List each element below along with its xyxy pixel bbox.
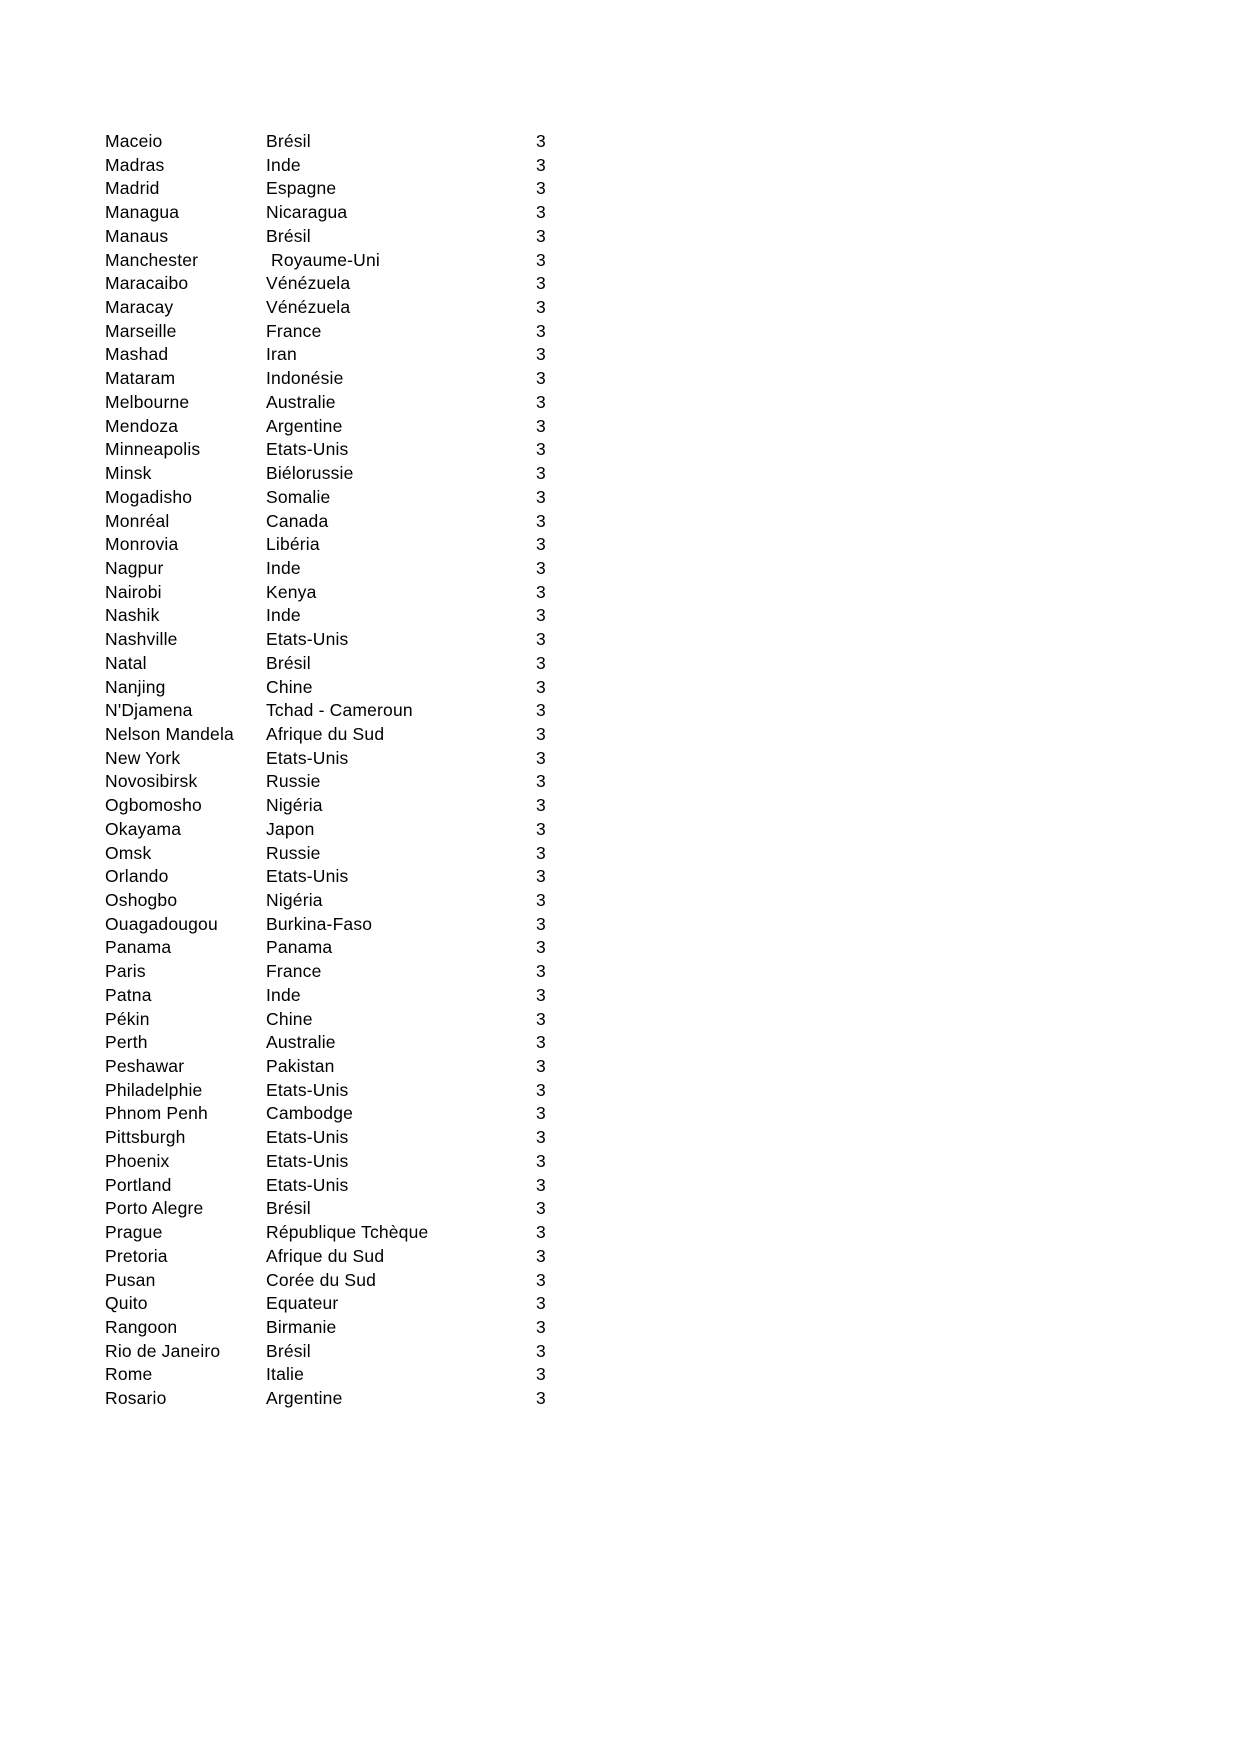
city-cell: Oshogbo (105, 890, 178, 910)
value-cell: 3 (536, 202, 546, 223)
table-row (105, 462, 585, 486)
table-row (105, 130, 585, 154)
country-cell: Afrique du Sud (266, 723, 385, 744)
country-cell: Chine (266, 676, 313, 697)
city-cell: Panama (105, 937, 172, 958)
country-cell: Nigéria (266, 795, 323, 816)
city-cell: Porto Alegre (105, 1198, 204, 1219)
value-cell: 3 (536, 629, 546, 650)
value-cell: 3 (536, 320, 546, 341)
country-cell: Libéria (266, 534, 320, 555)
country-cell: Brésil (266, 225, 311, 246)
value-cell: 3 (536, 510, 546, 531)
value-cell: 3 (536, 1340, 546, 1361)
country-cell: Etats-Unis (266, 866, 349, 887)
value-cell: 3 (536, 866, 546, 887)
country-cell: Vénézuela (266, 273, 351, 294)
country-cell: Afrique du Sud (266, 1245, 385, 1266)
table-row (105, 1008, 585, 1032)
table-row (105, 296, 585, 320)
country-cell: Corée du Sud (266, 1269, 377, 1290)
city-cell: Paris (105, 961, 146, 982)
city-cell: Omsk (105, 842, 152, 863)
country-cell: Pakistan (266, 1056, 335, 1077)
country-cell: Canada (266, 510, 329, 531)
city-cell: Monréal (105, 510, 170, 531)
table-row (105, 533, 585, 557)
value-cell: 3 (536, 723, 546, 744)
value-cell: 3 (536, 1245, 546, 1266)
country-cell: Indonésie (266, 368, 344, 389)
city-cell: Phoenix (105, 1150, 170, 1171)
country-cell: Etats-Unis (266, 1079, 349, 1100)
table-row (105, 154, 585, 178)
country-cell: Russie (266, 771, 321, 792)
city-cell: Nashik (105, 605, 160, 626)
country-cell: Brésil (266, 1198, 311, 1219)
city-cell: Rome (105, 1364, 153, 1385)
city-cell: Portland (105, 1174, 172, 1195)
value-cell: 3 (536, 178, 546, 199)
table-row (105, 249, 585, 273)
city-cell: Prague (105, 1222, 163, 1243)
table-row (105, 1197, 585, 1221)
city-cell: Mataram (105, 368, 176, 389)
city-cell: Patna (105, 984, 152, 1005)
country-cell: Cambodge (266, 1103, 354, 1124)
city-cell: Peshawar (105, 1056, 185, 1077)
city-cell: Pretoria (105, 1245, 168, 1266)
country-cell: Nicaragua (266, 202, 348, 223)
city-cell: Maceio (105, 131, 163, 151)
country-cell: Panama (266, 937, 333, 958)
city-cell: Madras (105, 154, 165, 175)
city-cell: Manchester (105, 249, 199, 270)
country-cell: Argentine (266, 415, 343, 436)
city-cell: Ogbomosho (105, 795, 202, 816)
table-row (105, 676, 585, 700)
value-cell: 3 (536, 961, 546, 982)
value-cell: 3 (536, 1079, 546, 1100)
table-row (105, 1387, 585, 1411)
table-row (105, 936, 585, 960)
country-cell: Argentine (266, 1388, 343, 1409)
value-cell: 3 (536, 557, 546, 578)
city-cell: Nanjing (105, 676, 166, 697)
city-cell: Phnom Penh (105, 1103, 208, 1124)
value-cell: 3 (536, 1032, 546, 1053)
country-cell: Royaume-Uni (266, 249, 380, 270)
value-cell: 3 (536, 771, 546, 792)
table-row (105, 1340, 585, 1364)
value-cell: 3 (536, 937, 546, 958)
table-row (105, 770, 585, 794)
table-row (105, 581, 585, 605)
value-cell: 3 (536, 1364, 546, 1385)
value-cell: 3 (536, 1293, 546, 1314)
country-cell: Australie (266, 1032, 336, 1053)
value-cell: 3 (536, 795, 546, 816)
table-row (105, 889, 585, 913)
value-cell: 3 (536, 249, 546, 270)
country-cell: Etats-Unis (266, 1174, 349, 1195)
table-row (105, 747, 585, 771)
city-cell: Maracaibo (105, 273, 189, 294)
city-cell: Madrid (105, 178, 160, 199)
value-cell: 3 (536, 368, 546, 389)
city-cell: Mogadisho (105, 486, 193, 507)
country-cell: Equateur (266, 1293, 339, 1314)
table-row (105, 1055, 585, 1079)
country-cell: Kenya (266, 581, 317, 602)
city-cell: Rio de Janeiro (105, 1340, 221, 1361)
city-cell: Okayama (105, 818, 182, 839)
table-row (105, 628, 585, 652)
value-cell: 3 (536, 1316, 546, 1337)
city-cell: Nairobi (105, 581, 162, 602)
city-cell: Mendoza (105, 415, 179, 436)
country-cell: Inde (266, 605, 301, 626)
value-cell: 3 (536, 890, 546, 910)
country-cell: Somalie (266, 486, 331, 507)
city-cell: Manaus (105, 225, 169, 246)
country-cell: Brésil (266, 1340, 311, 1361)
city-cell: Nagpur (105, 557, 164, 578)
value-cell: 3 (536, 984, 546, 1005)
table-row (105, 557, 585, 581)
country-cell: Chine (266, 1008, 313, 1029)
table-row (105, 723, 585, 747)
value-cell: 3 (536, 1103, 546, 1124)
table-row (105, 367, 585, 391)
city-cell: Philadelphie (105, 1079, 203, 1100)
country-cell: Vénézuela (266, 297, 351, 318)
value-cell: 3 (536, 1269, 546, 1290)
city-cell: Maracay (105, 297, 174, 318)
country-cell: Russie (266, 842, 321, 863)
city-cell: Orlando (105, 866, 169, 887)
country-cell: Brésil (266, 652, 311, 673)
city-cell: Marseille (105, 320, 177, 341)
value-cell: 3 (536, 297, 546, 318)
value-cell: 3 (536, 1056, 546, 1077)
value-cell: 3 (536, 1174, 546, 1195)
country-cell: Espagne (266, 178, 337, 199)
city-cell: Pittsburgh (105, 1127, 186, 1148)
value-cell: 3 (536, 652, 546, 673)
country-cell: France (266, 320, 322, 341)
table-row (105, 913, 585, 937)
city-cell: Melbourne (105, 391, 190, 412)
table-row (105, 1245, 585, 1269)
country-cell: Etats-Unis (266, 1150, 349, 1171)
city-cell: Managua (105, 202, 180, 223)
table-row (105, 510, 585, 534)
country-cell: Japon (266, 818, 315, 839)
value-cell: 3 (536, 534, 546, 555)
value-cell: 3 (536, 439, 546, 460)
table-row (105, 1221, 585, 1245)
city-cell: Minneapolis (105, 439, 201, 460)
city-cell: Mashad (105, 344, 169, 365)
table-row (105, 604, 585, 628)
city-cell: Monrovia (105, 534, 179, 555)
value-cell: 3 (536, 1198, 546, 1219)
city-cell: Novosibirsk (105, 771, 198, 792)
country-cell: Etats-Unis (266, 747, 349, 768)
city-cell: Pusan (105, 1269, 156, 1290)
value-cell: 3 (536, 273, 546, 294)
value-cell: 3 (536, 1150, 546, 1171)
table-row (105, 343, 585, 367)
country-cell: Etats-Unis (266, 629, 349, 650)
table-row (105, 320, 585, 344)
table-row (105, 1174, 585, 1198)
table-row (105, 201, 585, 225)
value-cell: 3 (536, 747, 546, 768)
country-cell: Australie (266, 391, 336, 412)
value-cell: 3 (536, 131, 546, 151)
value-cell: 3 (536, 463, 546, 484)
table-row (105, 1079, 585, 1103)
country-cell: Etats-Unis (266, 439, 349, 460)
value-cell: 3 (536, 1127, 546, 1148)
city-cell: Rosario (105, 1388, 167, 1409)
city-cell: Rangoon (105, 1316, 178, 1337)
value-cell: 3 (536, 415, 546, 436)
table-row (105, 652, 585, 676)
table-row (105, 1316, 585, 1340)
value-cell: 3 (536, 913, 546, 934)
table-row (105, 960, 585, 984)
value-cell: 3 (536, 842, 546, 863)
table-row (105, 391, 585, 415)
table-row (105, 272, 585, 296)
city-cell: Natal (105, 652, 147, 673)
country-cell: Tchad - Cameroun (266, 700, 413, 721)
country-cell: Italie (266, 1364, 305, 1385)
table-row (105, 225, 585, 249)
country-cell: Burkina-Faso (266, 913, 373, 934)
table-row (105, 1269, 585, 1293)
city-cell: Nelson Mandela (105, 723, 234, 744)
table-row (105, 1150, 585, 1174)
city-cell: Perth (105, 1032, 148, 1053)
city-country-list (105, 130, 585, 1411)
table-row (105, 1102, 585, 1126)
country-cell: Etats-Unis (266, 1127, 349, 1148)
country-cell: République Tchèque (266, 1222, 429, 1243)
table-row (105, 177, 585, 201)
city-cell: Nashville (105, 629, 178, 650)
table-row (105, 415, 585, 439)
city-cell: Pékin (105, 1008, 150, 1029)
value-cell: 3 (536, 225, 546, 246)
table-row (105, 486, 585, 510)
table-row (105, 842, 585, 866)
value-cell: 3 (536, 581, 546, 602)
value-cell: 3 (536, 1388, 546, 1409)
country-cell: Biélorussie (266, 463, 354, 484)
country-cell: France (266, 961, 322, 982)
value-cell: 3 (536, 486, 546, 507)
city-cell: Quito (105, 1293, 148, 1314)
table-row (105, 865, 585, 889)
value-cell: 3 (536, 676, 546, 697)
table-row (105, 1363, 585, 1387)
value-cell: 3 (536, 344, 546, 365)
country-cell: Iran (266, 344, 297, 365)
value-cell: 3 (536, 1008, 546, 1029)
value-cell: 3 (536, 1222, 546, 1243)
value-cell: 3 (536, 818, 546, 839)
country-cell: Brésil (266, 131, 311, 151)
table-row (105, 438, 585, 462)
table-row (105, 1031, 585, 1055)
country-cell: Nigéria (266, 890, 323, 910)
table-row (105, 1126, 585, 1150)
value-cell: 3 (536, 391, 546, 412)
country-cell: Birmanie (266, 1316, 337, 1337)
table-row (105, 818, 585, 842)
city-cell: N'Djamena (105, 700, 193, 721)
table-row (105, 699, 585, 723)
table-row (105, 794, 585, 818)
value-cell: 3 (536, 700, 546, 721)
table-row (105, 1292, 585, 1316)
city-cell: Minsk (105, 463, 152, 484)
country-cell: Inde (266, 154, 301, 175)
city-cell: Ouagadougou (105, 913, 218, 934)
city-cell: New York (105, 747, 181, 768)
table-row (105, 984, 585, 1008)
value-cell: 3 (536, 605, 546, 626)
country-cell: Inde (266, 557, 301, 578)
value-cell: 3 (536, 154, 546, 175)
country-cell: Inde (266, 984, 301, 1005)
